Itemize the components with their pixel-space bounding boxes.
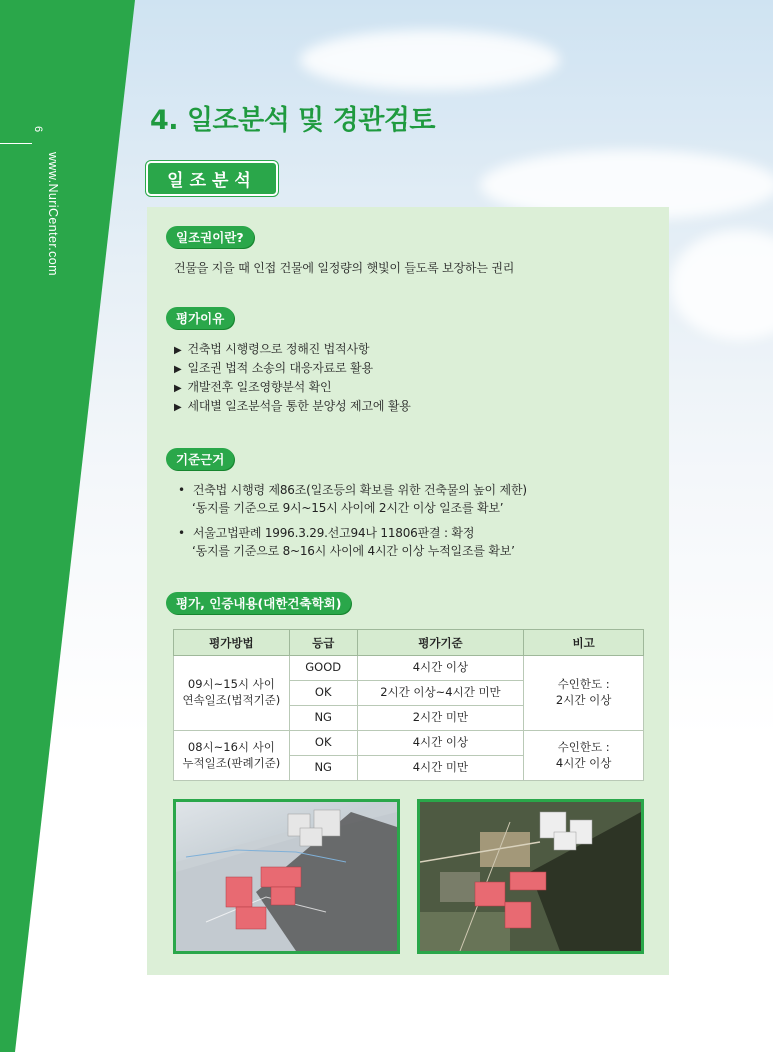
- terrain-render-graphic: [176, 802, 397, 951]
- table-row: [174, 656, 644, 681]
- triangle-bullet-icon: ▶: [174, 402, 182, 413]
- cloud-decoration: [670, 230, 773, 340]
- triangle-bullet-icon: ▶: [174, 364, 182, 375]
- shadow-simulation-aerial-image: [417, 799, 644, 954]
- grade-cell: NG: [289, 756, 357, 781]
- shadow-simulation-terrain-image: [173, 799, 400, 954]
- method-cell: 09시~15시 사이 연속일조(법적기준): [174, 656, 290, 731]
- note-cell: 수인한도 : 4시간 이상: [524, 731, 644, 781]
- sidebar-divider: [0, 143, 32, 144]
- method-cell: 08시~16시 사이 누적일조(판례기준): [174, 731, 290, 781]
- cloud-decoration: [300, 30, 560, 90]
- dot-bullet-icon: •: [178, 483, 185, 497]
- definition-text: 건물을 지을 때 인접 건물에 일정량의 햇빛이 들도록 보장하는 권리: [174, 261, 515, 275]
- sidebar-band: [0, 0, 160, 1052]
- grade-cell: OK: [289, 681, 357, 706]
- heading-pill-definition: 일조권이란?: [166, 226, 254, 248]
- criteria-cell: 2시간 미만: [357, 706, 524, 731]
- table-header-cell: 등급: [289, 630, 357, 656]
- list-item: • 서울고법판례 1996.3.29.선고94나 11806판결 : 확정: [178, 526, 475, 540]
- aerial-render-graphic: [420, 802, 641, 951]
- heading-pill-evaluation: 평가, 인증내용(대한건축학회): [166, 592, 351, 614]
- grade-cell: NG: [289, 706, 357, 731]
- list-item-continuation: ‘동지를 기준으로 8~16시 사이에 4시간 이상 누적일조를 확보’: [192, 544, 515, 558]
- note-cell: 수인한도 : 2시간 이상: [524, 656, 644, 731]
- criteria-cell: 4시간 이상: [357, 656, 524, 681]
- dot-bullet-icon: •: [178, 526, 185, 540]
- table-header-row: [174, 630, 644, 656]
- site-url-text: www.NuriCenter.com: [46, 152, 60, 276]
- list-item: ▶ 일조권 법적 소송의 대응자료로 활용: [174, 361, 373, 375]
- page-title: 4. 일조분석 및 경관검토: [150, 105, 435, 136]
- table-header-cell: 평가방법: [174, 630, 290, 656]
- triangle-bullet-icon: ▶: [174, 383, 182, 394]
- grade-cell: GOOD: [289, 656, 357, 681]
- list-item-continuation: ‘동지를 기준으로 9시~15시 사이에 2시간 이상 일조를 확보’: [192, 501, 504, 515]
- triangle-bullet-icon: ▶: [174, 345, 182, 356]
- grade-cell: OK: [289, 731, 357, 756]
- page-number: 6: [32, 126, 44, 133]
- table-header-cell: 비고: [524, 630, 644, 656]
- section-tab-sunlight-analysis: 일조분석: [146, 161, 278, 196]
- criteria-cell: 2시간 이상~4시간 미만: [357, 681, 524, 706]
- table-row: [174, 731, 644, 756]
- list-item: ▶ 건축법 시행령으로 정해진 법적사항: [174, 342, 370, 356]
- criteria-cell: 4시간 이상: [357, 731, 524, 756]
- list-item: ▶ 세대별 일조분석을 통한 분양성 제고에 활용: [174, 399, 411, 413]
- criteria-cell: 4시간 미만: [357, 756, 524, 781]
- heading-pill-reasons: 평가이유: [166, 307, 234, 329]
- heading-pill-basis: 기준근거: [166, 448, 234, 470]
- list-item: ▶ 개발전후 일조영향분석 확인: [174, 380, 332, 394]
- list-item: • 건축법 시행령 제86조(일조등의 확보를 위한 건축물의 높이 제한): [178, 483, 527, 497]
- evaluation-table: [173, 629, 644, 781]
- table-header-cell: 평가기준: [357, 630, 524, 656]
